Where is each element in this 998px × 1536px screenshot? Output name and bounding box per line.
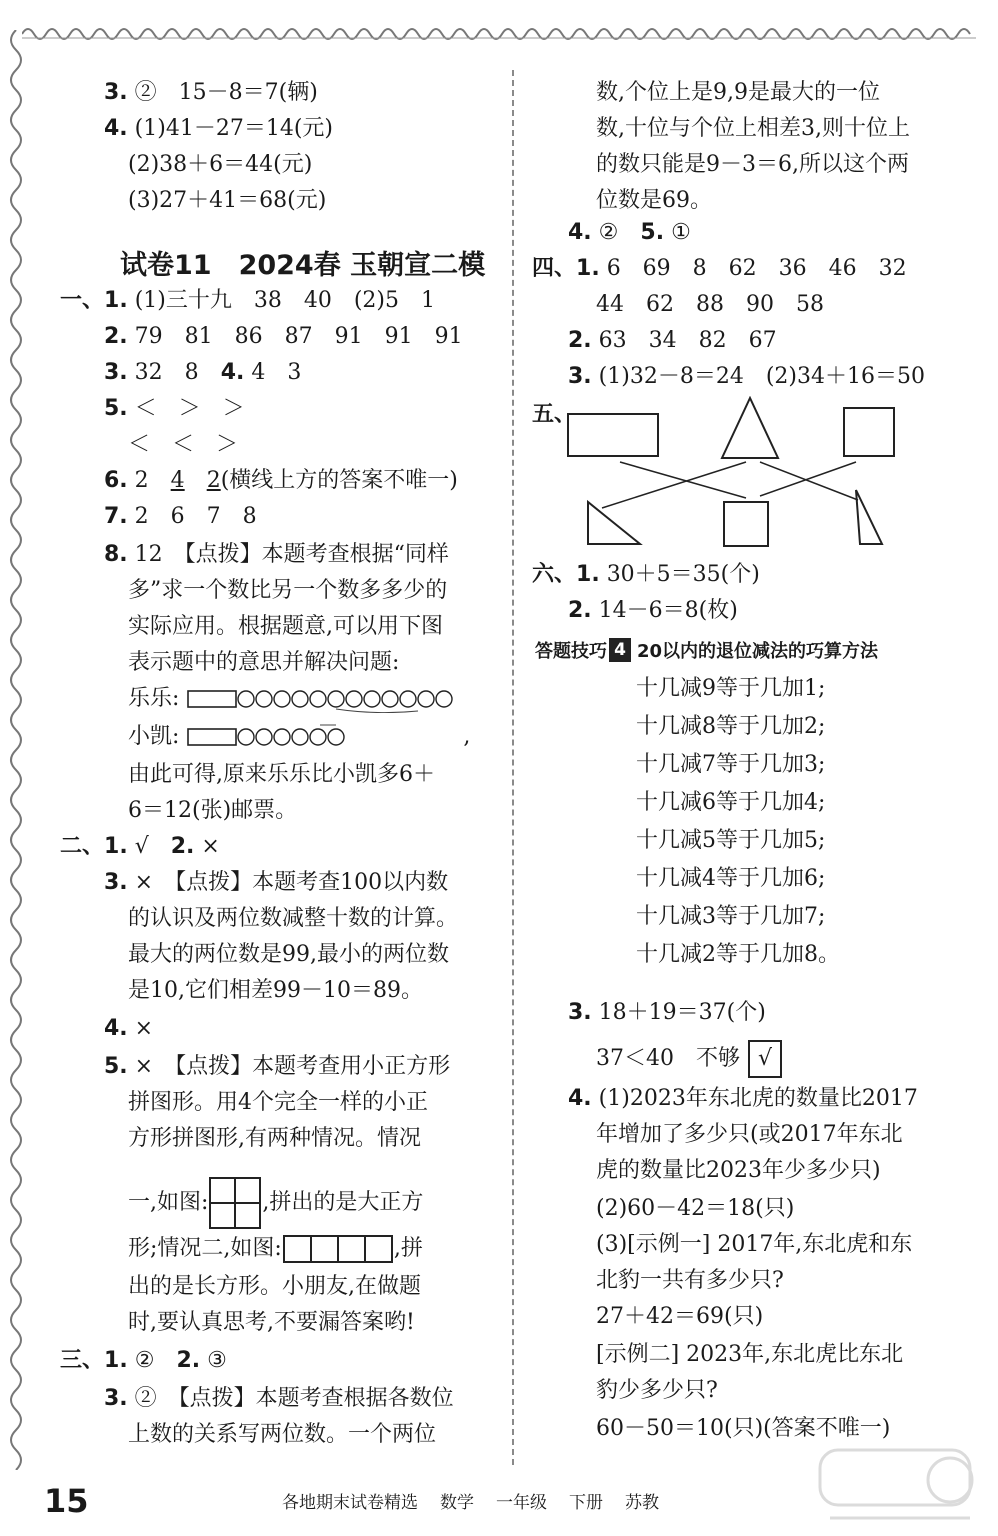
q8-line6: 6＝12(张)邮票。: [128, 798, 298, 823]
section-1-q1: 一、1. (1)三十九 38 40 (2)5 1: [60, 288, 435, 313]
s2q3-line4: 是10,它们相差99－10＝89。: [128, 978, 423, 1003]
tip-rule: 十几减8等于几加2;: [636, 714, 826, 739]
q8-line2: 多”求一个数比另一个数多多少的: [128, 578, 448, 603]
xiaokai-row: 小凯: ,: [128, 724, 471, 749]
section-5-label: 五、: [532, 402, 577, 427]
exam-title: 试卷11 2024春 玉朝宣二模: [120, 250, 486, 281]
s3q3-cont-line4: 位数是69。: [596, 188, 712, 213]
s6q4-line5: (3)[示例一] 2017年,东北虎和东: [596, 1232, 913, 1257]
section-1-q6: 6. 2 4 2(横线上方的答案不唯一): [104, 468, 458, 493]
check-box: √: [748, 1040, 782, 1078]
rectangle-shape: [568, 414, 658, 456]
q8-line5: 由此可得,原来乐乐比小凯多6＋: [128, 762, 435, 787]
section-2-q4: 4. ×: [104, 1016, 154, 1041]
answer-4-3: (3)27＋41＝68(元): [128, 188, 327, 213]
triangle-shape: [722, 398, 778, 458]
tip-rule: 十几减2等于几加8。: [636, 942, 840, 967]
column-divider: [512, 70, 514, 1465]
s6q4-line9: 豹少多少只?: [596, 1378, 718, 1403]
s6q4-line2: 年增加了多少只(或2017年东北: [596, 1122, 903, 1147]
section-1-q3-q4: 3. 32 8 4. 4 3: [104, 360, 302, 385]
s2q5-line4: 一,如图: ,拼出的是大正方: [128, 1176, 423, 1230]
wavy-border-top: [22, 20, 976, 40]
s3q3-cont-line2: 数,十位与个位上相差3,则十位上: [596, 116, 910, 141]
tip-rule: 十几减5等于几加5;: [636, 828, 826, 853]
section-6-q3b: 37＜40 不够 √: [596, 1040, 782, 1078]
big-square-grid-diagram: [208, 1176, 262, 1230]
section-6-q3: 3. 18＋19＝37(个): [568, 1000, 766, 1025]
section-2-q3-line1: 3. × 【点拨】本题考查100以内数: [104, 870, 449, 895]
tip-rule: 十几减7等于几加3;: [636, 752, 826, 777]
answer-4-2: (2)38＋6＝44(元): [128, 152, 313, 177]
s3q3-line2: 上数的关系写两位数。一个两位: [128, 1422, 437, 1447]
section-3-q1-q2: 三、1. ② 2. ③: [60, 1348, 227, 1373]
small-square-shape: [724, 502, 768, 546]
tip-header: 答题技巧 4 20以内的退位减法的巧算方法: [535, 640, 879, 662]
s2q5-line7: 时,要认真思考,不要漏答案哟!: [128, 1310, 415, 1335]
section-4-q1b: 44 62 88 90 58: [596, 292, 824, 317]
section-1-q5a: 5. ＜ ＞ ＞: [104, 396, 245, 421]
s6q4-line3: 虎的数量比2023年少多少只): [596, 1158, 881, 1183]
s2q5-line6: 出的是长方形。小朋友,在做题: [128, 1274, 421, 1299]
section-4-q1: 四、1. 6 69 8 62 36 46 32: [532, 256, 907, 281]
section-1-q8-line1: 8. 12 【点拨】本题考查根据“同样: [104, 542, 449, 567]
s6q4-line4: (2)60－42＝18(只): [596, 1196, 795, 1221]
lele-stamps-diagram: [186, 685, 466, 713]
section-1-q2: 2. 79 81 86 87 91 91 91: [104, 324, 463, 349]
s2q5-line5: 形;情况二,如图: ,拼: [128, 1234, 423, 1264]
s2q5-line3: 方形拼图形,有两种情况。情况: [128, 1126, 421, 1151]
section-1-q5b: ＜ ＜ ＞: [128, 432, 239, 457]
s2q5-line2: 拼图形。用4个完全一样的小正: [128, 1090, 428, 1115]
section-6-q4-line1: 4. (1)2023年东北虎的数量比2017: [568, 1086, 918, 1111]
footer-info: 各地期末试卷精选 数学 一年级 下册 苏教: [282, 1493, 659, 1513]
section-4-q2: 2. 63 34 82 67: [568, 328, 777, 353]
s6q4-line6: 北豹一共有多少只?: [596, 1268, 784, 1293]
q8-line3: 实际应用。根据题意,可以用下图: [128, 614, 443, 639]
section-6-q2: 2. 14－6＝8(枚): [568, 598, 738, 623]
tip-badge: 4: [609, 638, 631, 662]
tip-rule: 十几减9等于几加1;: [636, 676, 826, 701]
xiaokai-stamps-diagram: [186, 723, 356, 751]
right-triangle-shape: [588, 502, 640, 544]
watermark-logo: [800, 1440, 990, 1530]
section-3-q3-line1: 3. ② 【点拨】本题考查根据各数位: [104, 1386, 454, 1411]
s3q3-cont-line1: 数,个位上是9,9是最大的一位: [596, 80, 880, 105]
section-6-q1: 六、1. 30＋5＝35(个): [532, 562, 760, 587]
s6q4-line7: 27＋42＝69(只): [596, 1304, 764, 1329]
answer-3: 3. ② 15－8＝7(辆): [104, 80, 318, 105]
section-1-q7: 7. 2 6 7 8: [104, 504, 257, 529]
s2q3-line3: 最大的两位数是99,最小的两位数: [128, 942, 449, 967]
square-shape: [844, 408, 894, 456]
section-2-q1-q2: 二、1. √ 2. ×: [60, 834, 220, 859]
page-number: 15: [44, 1482, 89, 1520]
s6q4-line8: [示例二] 2023年,东北虎比东北: [596, 1342, 904, 1367]
shape-matching-diagram: [560, 396, 900, 556]
section-4-q3: 3. (1)32－8＝24 (2)34＋16＝50: [568, 364, 925, 389]
q8-line4: 表示题中的意思并解决问题:: [128, 650, 400, 675]
s3q3-cont-line3: 的数只能是9－3＝6,所以这个两: [596, 152, 909, 177]
s2q3-line2: 的认识及两位数减整十数的计算。: [128, 906, 459, 931]
section-3-q4-q5: 4. ② 5. ①: [568, 220, 691, 245]
section-2-q5-line1: 5. × 【点拨】本题考查用小正方形: [104, 1054, 451, 1079]
match-line: [760, 462, 858, 500]
lele-row: 乐乐:: [128, 684, 466, 714]
answer-4-1: 4. (1)41－27＝14(元): [104, 116, 333, 141]
tip-rule: 十几减6等于几加4;: [636, 790, 826, 815]
tip-rule: 十几减4等于几加6;: [636, 866, 826, 891]
s6q4-line10: 60－50＝10(只)(答案不唯一): [596, 1416, 891, 1441]
wavy-border-left: [4, 30, 26, 1470]
narrow-triangle-shape: [856, 490, 882, 544]
tip-rule: 十几减3等于几加7;: [636, 904, 826, 929]
long-rectangle-diagram: [282, 1234, 394, 1264]
